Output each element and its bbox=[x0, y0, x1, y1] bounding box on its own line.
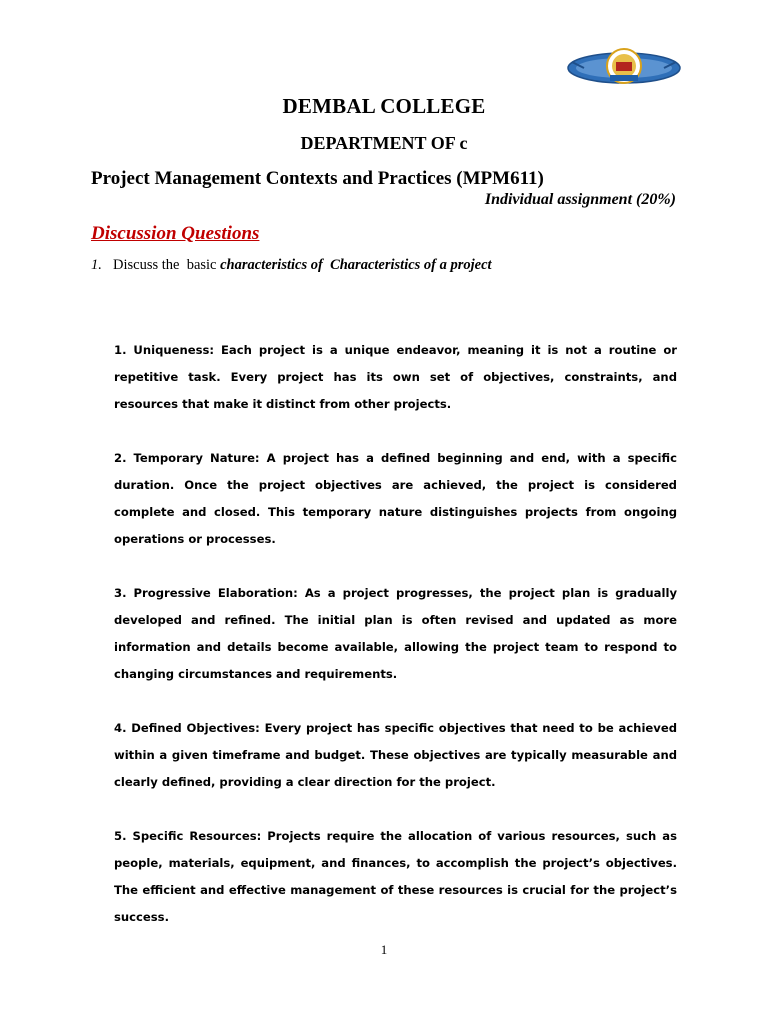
answer-paragraph: 3. Progressive Elaboration: As a project progresses, the project plan is gradually developed and refined. The initial plan is often revised and updated as more information and details become available, allowing the project team to respond to changing circumstances and requirements. bbox=[114, 586, 677, 681]
section-title: Discussion Questions bbox=[91, 223, 260, 244]
question-number: 1. bbox=[91, 257, 102, 273]
department-heading: DEPARTMENT OF c bbox=[300, 133, 468, 153]
page-number: 1 bbox=[380, 942, 388, 957]
college-emblem-icon bbox=[566, 44, 682, 90]
answer-list bbox=[114, 337, 677, 958]
question-prefix: Discuss the basic bbox=[113, 257, 221, 273]
question-1 bbox=[91, 257, 492, 274]
college-name: DEMBAL COLLEGE bbox=[282, 94, 486, 118]
answer-paragraph: 5. Specific Resources: Projects require the allocation of various resources, such as people, materials, equipment, and finances, to accomplish the project’s objectives. The efficient and effective management of these resources is crucial for the project’s success. bbox=[114, 829, 677, 924]
assignment-label: Individual assignment (20%) bbox=[484, 191, 676, 208]
question-emphasis: characteristics of Characteristics of a project bbox=[220, 257, 492, 273]
answer-paragraph: 2. Temporary Nature: A project has a defined beginning and end, with a specific duration. Once the project objectives are achieved, the project is considered complete and closed. This temporary nature distinguishes projects from ongoing operations or processes. bbox=[114, 451, 677, 546]
answer-paragraph: 1. Uniqueness: Each project is a unique endeavor, meaning it is not a routine or repetitive task. Every project has its own set of objectives, constraints, and resources that make it distinct from other projects. bbox=[114, 343, 677, 411]
course-title: Project Management Contexts and Practices (MPM611) bbox=[91, 168, 544, 189]
answer-paragraph: 4. Defined Objectives: Every project has specific objectives that need to be achieved within a given timeframe and budget. These objectives are typically measurable and clearly defined, providing a clear direction for the project. bbox=[114, 721, 677, 789]
